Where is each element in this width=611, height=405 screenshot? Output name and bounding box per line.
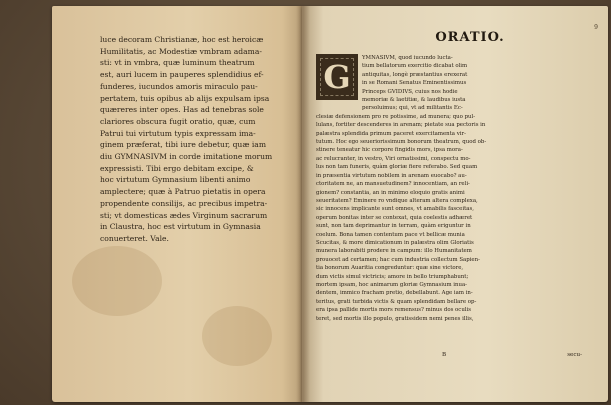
- text-line: expressisti. Tibi ergo debitam excipe, &: [100, 163, 254, 173]
- text-line: antiquitas, longè præstantius erexerat: [362, 71, 468, 78]
- text-line: Patrui tui virtutum typis expressam ima-: [100, 128, 256, 138]
- book-gutter: [296, 6, 310, 402]
- page-number: 9: [594, 24, 598, 31]
- text-line: Scucitas, & more dimicationum in palæstra olim Gloriatis: [316, 239, 474, 246]
- text-line: clariores obscura fugit oratio, quæ, cum: [100, 116, 256, 126]
- right-page: [302, 6, 608, 402]
- text-line: coelum. Bona tamen contentum pace vt bellicæ munia: [316, 231, 465, 238]
- text-line: funderes, iucundos amoris miraculo pau-: [100, 81, 258, 91]
- right-page-text: [316, 54, 592, 323]
- oration-title: ORATIO.: [435, 30, 505, 45]
- text-line: est, auri lucem in pauperes splendidius ef-: [100, 70, 264, 80]
- text-line: teritus, grati turbida victis & quam splendidam bellare op-: [316, 298, 477, 305]
- text-line: lus non tam funeris, quàm gloriæ fiere referabo. Sed quam: [316, 164, 478, 171]
- initial-letter: G: [323, 58, 351, 96]
- text-line: dentem, immico fracham pretio, debellabunt. Age iam in-: [316, 290, 473, 297]
- text-line: in præsentia virtutum nobilem in arenam euocabo? au-: [316, 172, 467, 179]
- text-line: seueritatem? Eminere ro vndique alteram altera complexa,: [316, 197, 478, 204]
- text-line: tutum. Hoc ego seueriorissimum bonorum theatrum, quod ob-: [316, 139, 487, 146]
- open-book: [52, 6, 610, 402]
- text-line: propendente consilijs, ac precibus impetra-: [100, 198, 268, 208]
- text-line: prouocet ad certamen; hac cum industria collectum Sapien-: [316, 256, 480, 263]
- text-line: sic innocens implicante sunt omnes, vt amabilis fasceitas,: [316, 206, 474, 213]
- text-line: tium bellatorum exercitio dicabat olim: [362, 63, 468, 70]
- text-line: ginem præferat, tibi iure debetur, quæ iam: [100, 140, 267, 150]
- text-line: Princeps GVIDIVS, cuius nos hodie: [362, 88, 458, 95]
- text-line: amplectere; quæ à Patruo pietatis in opera: [100, 187, 266, 197]
- text-line: conuerteret. Vale.: [100, 233, 169, 243]
- text-line: ac relucranter, in vestro, Viri ornatissimi, conspectu mo-: [316, 155, 471, 162]
- text-line: operum bonitas inter se contexat, quia coelestis adhæret: [316, 214, 473, 221]
- text-line: mortem ipsam, hoc animarum gloriæ Gymnasium inua-: [316, 281, 468, 288]
- text-line: sunt, non tam deprimantur in terram, quàm eriguntur in: [316, 223, 471, 230]
- text-line: Humilitatis, ac Modestiæ vmbram adama-: [100, 46, 262, 56]
- text-line: quæreres inter opes. Has ad tenebras sole: [100, 105, 264, 115]
- text-line: gionem? constantia, an in minimo eloquio gratis animi: [316, 189, 465, 196]
- left-page-text: [100, 34, 298, 245]
- text-line: palæstra splendida primum paceret exercitamenta vir-: [316, 130, 466, 137]
- paper-stain: [202, 306, 272, 366]
- signature-mark: B: [442, 352, 447, 358]
- text-line: sti; vt domesticas ædes Virginum sacrarum: [100, 210, 268, 220]
- paper-stain: [72, 246, 162, 316]
- text-line: tia bonorum Auaritia congreduntur: quæ sine victore,: [316, 265, 464, 272]
- text-line: hoc virtutum Gymnasium libenti animo: [100, 175, 251, 185]
- text-line: lulans, fortiter descenderes in arenam; pietate sua pectoris in: [316, 122, 486, 129]
- text-line: YMNASIVM, quod iucundo lucta-: [362, 55, 453, 61]
- text-line: in Claustra, hoc est virtutum in Gymnasia: [100, 222, 261, 232]
- text-line: dum victis simul victricis; amore in bello triumphabunt;: [316, 273, 469, 280]
- text-line: memoriæ & laetitiæ, & laudibus iusta: [362, 97, 466, 104]
- text-line: in se Romani Senatus Eminentissimus: [362, 80, 467, 87]
- text-line: diu GYMNASIVM in corde imitatione morum: [100, 152, 273, 162]
- text-line: era ipsa pallide mortis mors remensus? minus dos oculis: [316, 307, 472, 314]
- text-line: pertatem, tuis opibus ab alijs expulsam ipsa: [100, 93, 270, 103]
- catchword: secu-: [567, 352, 582, 358]
- left-page: [52, 6, 302, 402]
- text-line: persoluimus; qui, vt ad militantis Ec-: [362, 105, 463, 112]
- text-line: luce decoram Christianæ, hoc est heroicæ: [100, 35, 264, 44]
- text-line: ctoritatem ne, an mansuetudinem? innocentiam, an reli-: [316, 181, 470, 188]
- text-line: clesiæ defensionem pro re potissime, ad munera; quo pul-: [316, 113, 476, 120]
- text-line: stinere teneatur hic corpore fingidis mors, ipsa mora-: [316, 147, 463, 154]
- text-line: munera laborabiti prodere in campum: illo Humanitatem: [316, 248, 472, 255]
- text-line: teret, sed mortis illo populo, gratissidem nemi penes illis,: [316, 315, 474, 322]
- text-line: sti: vt in vmbra, quæ luminum theatrum: [100, 58, 255, 68]
